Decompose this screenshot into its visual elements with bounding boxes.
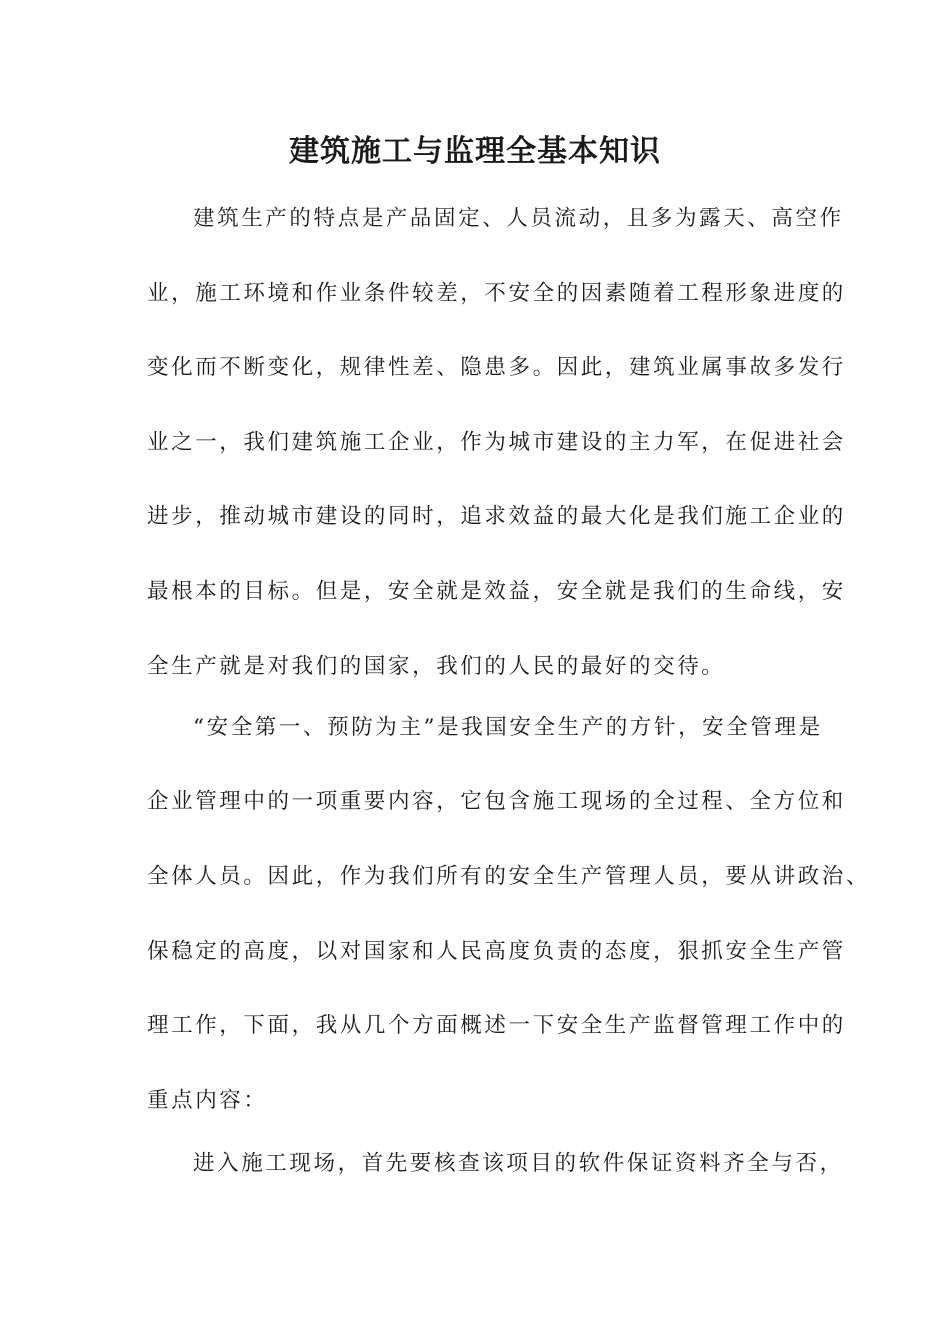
paragraph-2-line-5: 理工作，下面，我从几个方面概述一下安全生产监督管理工作中的 [147,1013,846,1038]
document-title: 建筑施工与监理全基本知识 [289,134,661,169]
paragraph-1-line-4: 业之一，我们建筑施工企业，作为城市建设的主力军，在促进社会 [147,430,846,455]
paragraph-1-line-5: 进步，推动城市建设的同时，追求效益的最大化是我们施工企业的 [147,504,846,529]
paragraph-1-line-2: 业，施工环境和作业条件较差，不安全的因素随着工程形象进度的 [147,281,846,306]
paragraph-1-line-6: 最根本的目标。但是，安全就是效益，安全就是我们的生命线，安 [147,579,846,604]
paragraph-1-line-7: 全生产就是对我们的国家，我们的人民的最好的交待。 [147,654,726,679]
paragraph-2-line-2: 企业管理中的一项重要内容，它包含施工现场的全过程、全方位和 [147,789,846,814]
paragraph-3-line-1: 进入施工现场，首先要核查该项目的软件保证资料齐全与否， [193,1151,844,1176]
paragraph-2-line-6: 重点内容： [147,1088,268,1113]
paragraph-2-line-1: “安全第一、预防为主”是我国安全生产的方针，安全管理是 [193,715,823,740]
paragraph-1-line-1: 建筑生产的特点是产品固定、人员流动，且多为露天、高空作 [193,206,844,231]
paragraph-2-line-3: 全体人员。因此，作为我们所有的安全生产管理人员，要从讲政治、 [147,864,871,889]
paragraph-2-line-4: 保稳定的高度，以对国家和人民高度负责的态度，狠抓安全生产管 [147,939,846,964]
paragraph-1-line-3: 变化而不断变化，规律性差、隐患多。因此，建筑业属事故多发行 [147,355,846,380]
